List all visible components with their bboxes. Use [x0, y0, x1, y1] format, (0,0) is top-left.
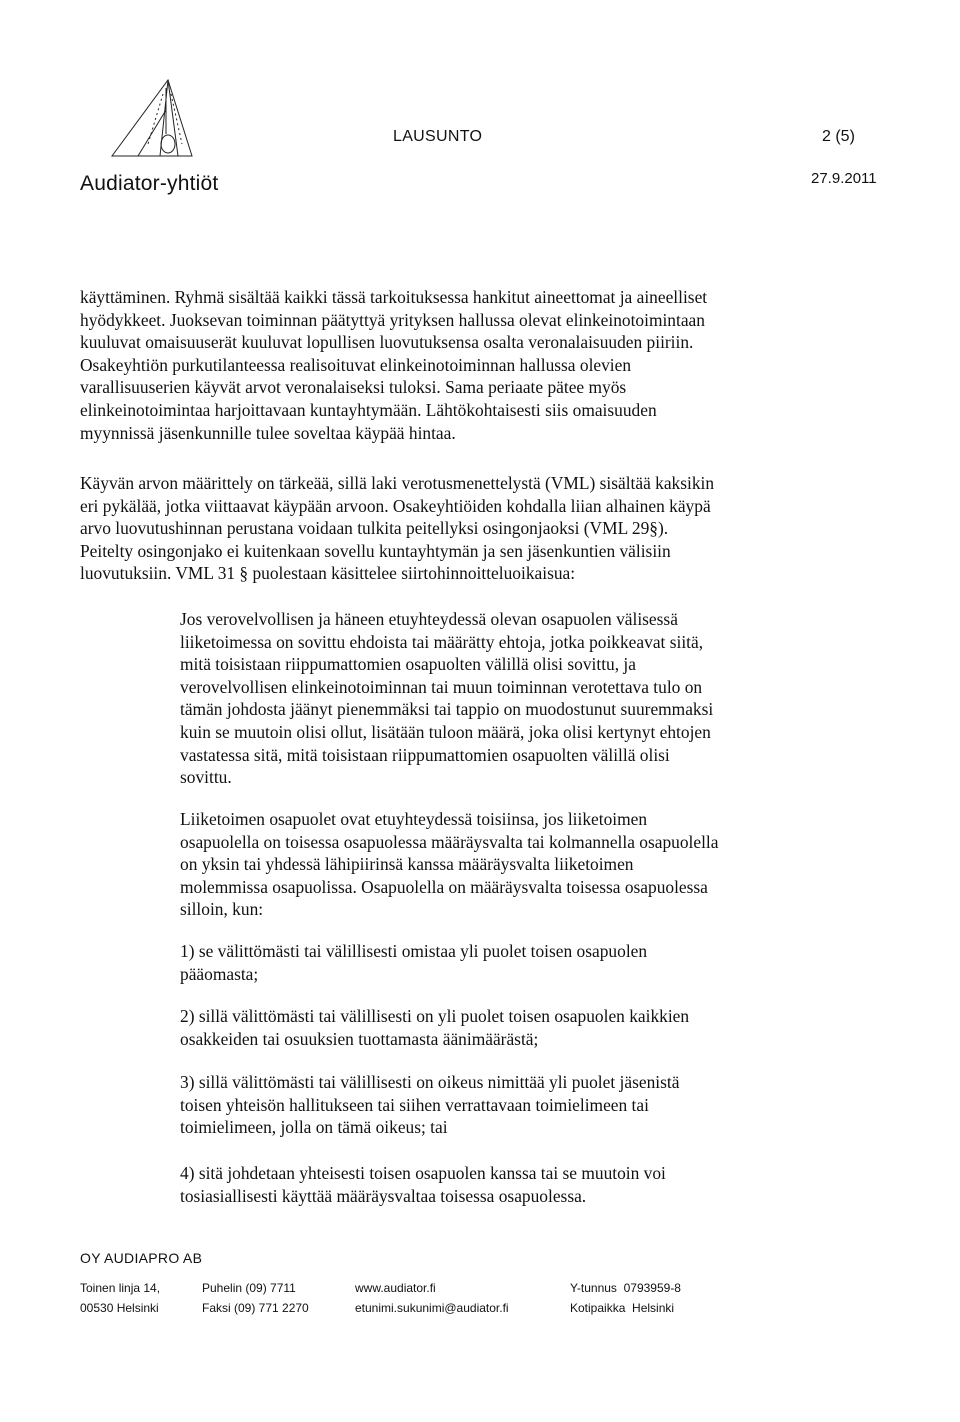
text-line: Jos verovelvollisen ja häneen etuyhteydessä olevan osapuolen välisessä — [180, 609, 678, 629]
text-line: arvo luovutushinnan perustana voidaan tulkita peitellyksi osingonjaoksi (VML 29§). — [80, 518, 669, 539]
fax-number: Faksi (09) 771 2270 — [202, 1301, 309, 1315]
list-item-4 — [180, 1162, 800, 1207]
text-line: toimielimeen, jolla on tämä oikeus; tai — [180, 1117, 448, 1138]
text-line: osapuolella on toisessa osapuolessa määräysvalta tai kolmannella osapuolella — [180, 831, 719, 852]
text-line: Peitelty osingonjako ei kuitenkaan sovellu kuntayhtymän ja sen jäsenkuntien välisiin — [80, 540, 671, 561]
footer-address — [80, 1278, 160, 1318]
address-line: Toinen linja 14, — [80, 1281, 161, 1295]
list-item-3 — [180, 1071, 800, 1139]
text-line: sovittu. — [180, 767, 232, 788]
text-line: 1) se välittömästi tai välillisesti omistaa yli puolet toisen osapuolen — [180, 941, 648, 961]
text-line: tämän johdosta jäänyt pienemmäksi tai tappio on muodostunut suuremmaksi — [180, 699, 714, 720]
domicile: Kotipaikka Helsinki — [570, 1301, 675, 1315]
text-line: hyödykkeet. Juoksevan toiminnan päätyttyä yrityksen hallussa olevat elinkeinotoimintaan — [80, 309, 705, 330]
list-item-2 — [180, 1005, 800, 1050]
text-line: elinkeinotoimintaa harjoittavaan kuntayhtymään. Lähtökohtaisesti siis omaisuuden — [80, 399, 657, 420]
text-line: liiketoimessa on sovittu ehdoista tai määrätty ehtoja, jotka poikkeavat siitä, — [180, 631, 704, 652]
footer-company-name: OY AUDIAPRO AB — [80, 1250, 203, 1266]
triangle-logo-icon — [108, 74, 204, 170]
text-line: luovutuksiin. VML 31 § puolestaan käsittelee siirtohinnoitteluoikaisua: — [80, 563, 576, 584]
email-link[interactable]: etunimi.sukunimi@audiator.fi — [355, 1301, 509, 1315]
text-line: Käyvän arvon määrittely on tärkeää, sillä laki verotusmenettelystä (VML) sisältää kaksikin — [80, 473, 715, 493]
website-link[interactable]: www.audiator.fi — [355, 1281, 436, 1295]
text-line: varallisuuserien käyvät arvot veronalaiseksi tuloksi. Sama periaate pätee myös — [80, 377, 627, 398]
company-name: Audiator-yhtiöt — [80, 172, 219, 195]
law-quote-2 — [180, 808, 800, 921]
paragraph-1 — [80, 286, 890, 444]
list-item-1 — [180, 940, 800, 985]
footer-web-contact — [355, 1278, 509, 1318]
text-line: 2) sillä välittömästi tai välillisesti on yli puolet toisen osapuolen kaikkien — [180, 1006, 690, 1026]
text-line: käyttäminen. Ryhmä sisältää kaikki tässä tarkoituksessa hankitut aineettomat ja aineelliset — [80, 287, 708, 307]
text-line: mitä toisistaan riippumattomien osapuolten välillä olisi sovittu, ja — [180, 654, 636, 675]
text-line: kuuluvat omaisuuserät kuuluvat lopullisen luovutuksensa osalta veronalaisuuden piiriin. — [80, 332, 694, 353]
text-line: vastatessa sitä, mitä toisistaan riippumattomien osapuolten välillä olisi — [180, 744, 670, 765]
address-line: 00530 Helsinki — [80, 1301, 159, 1315]
text-line: Osakeyhtiön purkutilanteessa realisoituvat elinkeinotoiminnan hallussa olevien — [80, 354, 632, 375]
law-quote-1 — [180, 608, 800, 789]
text-line: silloin, kun: — [180, 899, 264, 920]
text-line: Liiketoimen osapuolet ovat etuyhteydessä toisiinsa, jos liiketoimen — [180, 809, 648, 829]
text-line: myynnissä jäsenkunnille tulee soveltaa käypää hintaa. — [80, 422, 456, 443]
text-line: 4) sitä johdetaan yhteisesti toisen osapuolen kanssa tai se muutoin voi — [180, 1163, 666, 1183]
footer-registration — [570, 1278, 681, 1318]
text-line: tosiasiallisesti käyttää määräysvaltaa toisessa osapuolessa. — [180, 1185, 587, 1206]
business-id: Y-tunnus 0793959-8 — [570, 1281, 681, 1295]
text-line: toisen yhteisön hallitukseen tai siihen verrattavaan toimielimeen tai — [180, 1094, 649, 1115]
footer-contact-numbers — [202, 1278, 309, 1318]
text-line: pääomasta; — [180, 963, 259, 984]
text-line: on yksin tai yhdessä lähipiirinsä kanssa määräysvalta liiketoimen — [180, 854, 634, 875]
text-line: eri pykälää, jotka viittaavat käypään arvoon. Osakeyhtiöiden kohdalla liian alhainen käypä — [80, 495, 711, 516]
phone-number: Puhelin (09) 7711 — [202, 1281, 296, 1295]
text-line: verovelvollisen elinkeinotoiminnan tai muun toiminnan verotettava tulo on — [180, 676, 703, 697]
paragraph-2 — [80, 472, 890, 585]
text-line: osakkeiden tai osuuksien tuottamasta äänimäärästä; — [180, 1028, 539, 1049]
text-line: molemmissa osapuolissa. Osapuolella on määräysvalta toisessa osapuolessa — [180, 876, 708, 897]
text-line: 3) sillä välittömästi tai välillisesti on oikeus nimittää yli puolet jäsenistä — [180, 1072, 680, 1092]
text-line: kuin se muutoin olisi ollut, lisätään tuloon määrä, joka olisi kertynyt ehtojen — [180, 721, 711, 742]
document-type: LAUSUNTO — [393, 128, 483, 145]
document-date: 27.9.2011 — [811, 170, 877, 187]
page-number: 2 (5) — [822, 128, 855, 145]
